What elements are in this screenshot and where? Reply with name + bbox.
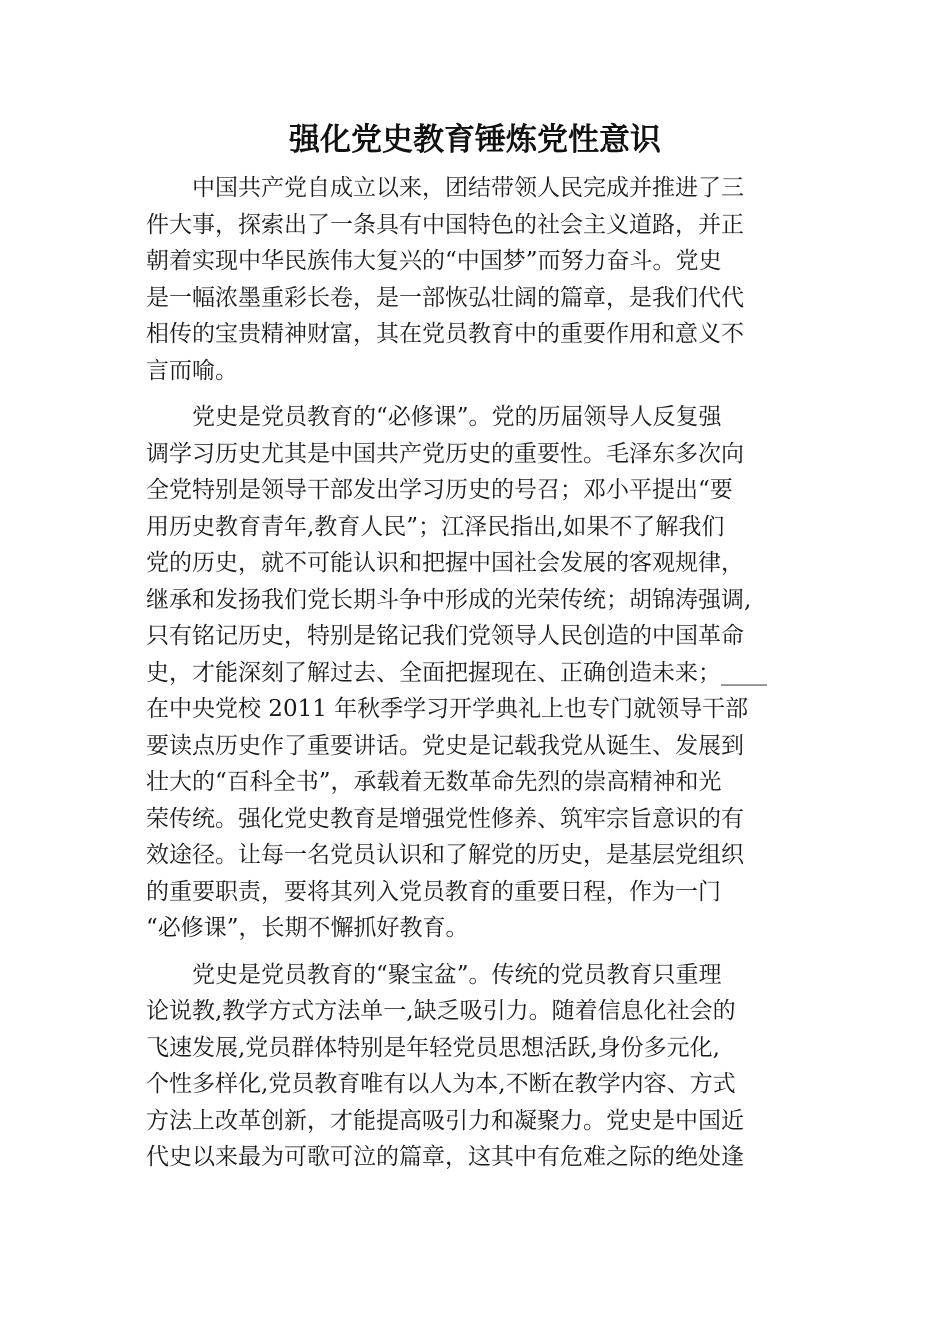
text-line: 效途径。让每一名党员认识和了解党的历史，是基层党组织 — [146, 842, 744, 868]
text-line: 党史是党员教育的“聚宝盆”。传统的党员教育只重理 — [192, 961, 722, 988]
text-line: 党的历史，就不可能认识和把握中国社会发展的客观规律， — [146, 550, 744, 576]
text-line: 方法上改革创新，才能提高吸引力和凝聚力。党史是中国近 — [146, 1107, 744, 1134]
text-line: 在中央党校 2011 年秋季学习开学典礼上也专门就领导干部 — [146, 696, 749, 722]
text-line: 党史是党员教育的“必修课”。党的历届领导人反复强 — [192, 404, 722, 430]
text-line: “必修课”，长期不懈抓好教育。 — [146, 915, 469, 941]
document-body — [146, 170, 810, 1186]
text-line: 用历史教育青年,教育人民”；江泽民指出,如果不了解我们 — [146, 513, 725, 540]
paragraph-2 — [146, 399, 810, 947]
text-line: 相传的宝贵精神财富，其在党员教育中的重要作用和意义不 — [146, 321, 744, 347]
paragraph-1 — [146, 170, 810, 389]
text-line: 壮大的“百科全书”，承载着无数革命先烈的崇高精神和光 — [146, 769, 722, 795]
text-line: 朝着实现中华民族伟大复兴的“中国梦”而努力奋斗。党史 — [146, 248, 722, 274]
text-line: 的重要职责，要将其列入党员教育的重要日程，作为一门 — [146, 878, 721, 905]
document-title: 强化党史教育锤炼党性意识 — [289, 122, 661, 158]
text-line: 调学习历史尤其是中国共产党历史的重要性。毛泽东多次向 — [146, 440, 744, 467]
text-line: 飞速发展,党员群体特别是年轻党员思想活跃,身份多元化, — [146, 1034, 720, 1061]
text-line: 是一幅浓墨重彩长卷，是一部恢弘壮阔的篇章，是我们代代 — [146, 284, 744, 311]
text-line: 继承和发扬我们党长期斗争中形成的光荣传统；胡锦涛强调, — [146, 586, 752, 613]
text-line: 中国共产党自成立以来，团结带领人民完成并推进了三 — [192, 175, 744, 201]
paragraph-3 — [146, 957, 810, 1176]
text-line: 要读点历史作了重要讲话。党史是记载我党从诞生、发展到 — [146, 732, 744, 759]
text-line: 代史以来最为可歌可泣的篇章，这其中有危难之际的绝处逢 — [146, 1144, 744, 1170]
text-line: 全党特别是领导干部发出学习历史的号召；邓小平提出“要 — [146, 477, 733, 503]
text-line: 只有铭记历史，特别是铭记我们党领导人民创造的中国革命 — [146, 623, 744, 649]
text-line: 个性多样化,党员教育唯有以人为本,不断在教学内容、方式 — [146, 1071, 736, 1097]
text-line: 论说教,教学方式方法单一,缺乏吸引力。随着信息化社会的 — [146, 998, 736, 1024]
text-line: 件大事，探索出了一条具有中国特色的社会主义道路，并正 — [146, 211, 744, 238]
text-line: 史，才能深刻了解过去、全面把握现在、正确创造未来；____ — [146, 659, 767, 686]
text-line: 荣传统。强化党史教育是增强党性修养、筑牢宗旨意识的有 — [146, 805, 744, 832]
text-line: 言而喻。 — [146, 357, 238, 384]
